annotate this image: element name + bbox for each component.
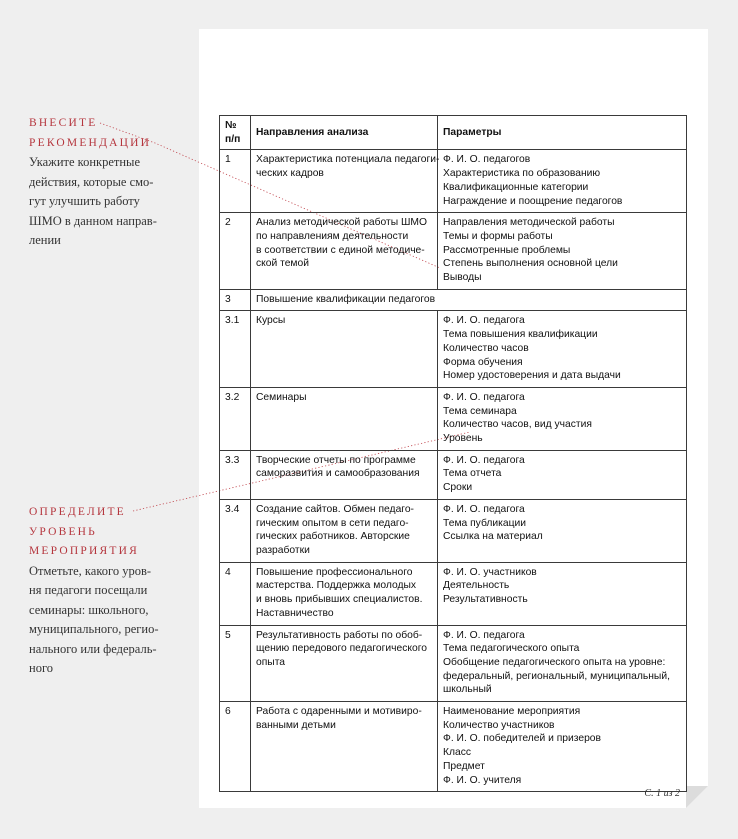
direction-line: Анализ методической работы ШМО: [256, 217, 427, 229]
header-num: № п/п: [220, 116, 251, 150]
direction-line: Характеристика потенциала педагоги-: [256, 154, 440, 166]
param-line: Тема педагогического опыта: [443, 643, 580, 655]
param-line: Тема отчета: [443, 468, 502, 480]
row-direction: [251, 289, 687, 311]
param-line: Форма обучения: [443, 356, 523, 368]
direction-line: Работа с одаренными и мотивиро-: [256, 706, 422, 718]
note-title: ОПРЕДЕЛИТЕ УРОВЕНЬ МЕРОПРИЯТИЯ: [29, 506, 139, 557]
param-line: Награждение и поощрение педагогов: [443, 195, 623, 207]
table-row: [220, 702, 687, 792]
table-row: [220, 311, 687, 388]
row-number: 1: [220, 150, 251, 213]
param-line: Ссылка на материал: [443, 531, 543, 543]
param-line: Тема повышения квалификации: [443, 329, 598, 341]
direction-line: Создание сайтов. Обмен педаго-: [256, 503, 414, 515]
row-params: [438, 150, 687, 213]
direction-line: по направлениям деятельности: [256, 230, 409, 242]
table-header-row: [220, 116, 687, 150]
table-row: [220, 450, 687, 499]
row-direction: [251, 213, 438, 290]
row-params: [438, 387, 687, 450]
param-line: Количество часов, вид участия: [443, 419, 592, 431]
param-line: Ф. И. О. педагога: [443, 315, 525, 327]
direction-line: ческих кадров: [256, 168, 324, 180]
row-params: [438, 499, 687, 562]
row-direction: [251, 450, 438, 499]
table-row: [220, 499, 687, 562]
param-line: Количество участников: [443, 719, 555, 731]
param-line: Тема публикации: [443, 517, 526, 529]
row-number: 3.1: [220, 311, 251, 388]
param-line: Наименование мероприятия: [443, 706, 581, 718]
header-params: Параметры: [438, 116, 687, 150]
param-line: Ф. И. О. педагогов: [443, 154, 531, 166]
row-params: [438, 562, 687, 625]
direction-line: мастерства. Поддержка молодых: [256, 580, 417, 592]
row-direction: [251, 562, 438, 625]
direction-line: гических работников. Авторские: [256, 531, 410, 543]
direction-line: Повышение профессионального: [256, 566, 413, 578]
param-line: Сроки: [443, 482, 473, 494]
table-row: [220, 150, 687, 213]
note-title: ВНЕСИТЕ РЕКОМЕНДАЦИИ: [29, 117, 152, 149]
row-number: 6: [220, 702, 251, 792]
table-row: [220, 625, 687, 702]
direction-line: саморазвития и самообразования: [256, 468, 420, 480]
param-line: Результативность: [443, 594, 528, 606]
direction-line: гическим опытом в сети педаго-: [256, 517, 409, 529]
row-params: [438, 702, 687, 792]
direction-line: Семинары: [256, 391, 307, 403]
param-line: Ф. И. О. педагога: [443, 503, 525, 515]
note-body: Укажите конкретные действия, которые смо- гут улучшить работу ШМО в данном направ- лении: [29, 155, 157, 247]
direction-line: ской темой: [256, 258, 309, 270]
param-line: Номер удостоверения и дата выдачи: [443, 370, 621, 382]
row-params: [438, 311, 687, 388]
row-number: 4: [220, 562, 251, 625]
param-line: Ф. И. О. участников: [443, 566, 537, 578]
row-number: 3.2: [220, 387, 251, 450]
row-number: 3.3: [220, 450, 251, 499]
analysis-table: [219, 115, 687, 792]
param-line: Квалификационные категории: [443, 181, 589, 193]
note-recommendations: [29, 114, 189, 251]
row-direction: [251, 311, 438, 388]
row-direction: [251, 150, 438, 213]
row-number: 3: [220, 289, 251, 311]
header-direction: Направления анализа: [251, 116, 438, 150]
param-line: Обобщение педагогического опыта на уровне:: [443, 656, 666, 668]
param-line: Ф. И. О. педагога: [443, 454, 525, 466]
param-line: Характеристика по образованию: [443, 168, 601, 180]
page-fold-corner: [686, 786, 708, 808]
row-direction: [251, 625, 438, 702]
direction-line: Творческие отчеты по программе: [256, 454, 416, 466]
param-line: Предмет: [443, 760, 485, 772]
direction-line: щению передового педагогического: [256, 643, 427, 655]
param-line: Направления методической работы: [443, 217, 615, 229]
param-line: школьный: [443, 684, 492, 696]
direction-line: Повышение квалификации педагогов: [256, 293, 436, 305]
direction-line: Курсы: [256, 315, 286, 327]
param-line: Ф. И. О. учителя: [443, 774, 522, 786]
param-line: Деятельность: [443, 580, 510, 592]
direction-line: разработки: [256, 544, 310, 556]
direction-line: и вновь прибывших специалистов.: [256, 594, 423, 606]
direction-line: опыта: [256, 656, 286, 668]
param-line: Темы и формы работы: [443, 230, 553, 242]
param-line: Уровень: [443, 433, 483, 445]
row-direction: [251, 387, 438, 450]
param-line: федеральный, региональный, муниципальный,: [443, 670, 670, 682]
table-row: [220, 562, 687, 625]
table-row: [220, 289, 687, 311]
direction-line: в соответствии с единой методиче-: [256, 244, 425, 256]
param-line: Ф. И. О. педагога: [443, 629, 525, 641]
row-params: [438, 625, 687, 702]
param-line: Выводы: [443, 272, 482, 284]
param-line: Ф. И. О. педагога: [443, 391, 525, 403]
direction-line: Наставничество: [256, 607, 334, 619]
row-number: 5: [220, 625, 251, 702]
row-number: 3.4: [220, 499, 251, 562]
param-line: Рассмотренные проблемы: [443, 244, 571, 256]
param-line: Класс: [443, 747, 472, 759]
table-row: [220, 213, 687, 290]
param-line: Степень выполнения основной цели: [443, 258, 618, 270]
row-direction: [251, 702, 438, 792]
row-direction: [251, 499, 438, 562]
row-params: [438, 450, 687, 499]
note-body: Отметьте, какого уров- ня педагоги посещали семинары: школьного, муниципального, регио- нального или федераль- ного: [29, 563, 159, 675]
row-number: 2: [220, 213, 251, 290]
param-line: Тема семинара: [443, 405, 517, 417]
direction-line: ванными детьми: [256, 719, 336, 731]
note-event-level: [29, 503, 189, 679]
table-row: [220, 387, 687, 450]
row-params: [438, 213, 687, 290]
param-line: Ф. И. О. победителей и призеров: [443, 733, 602, 745]
param-line: Количество часов: [443, 342, 529, 354]
page-number: С. 1 из 2: [644, 788, 680, 799]
direction-line: Результативность работы по обоб-: [256, 629, 423, 641]
